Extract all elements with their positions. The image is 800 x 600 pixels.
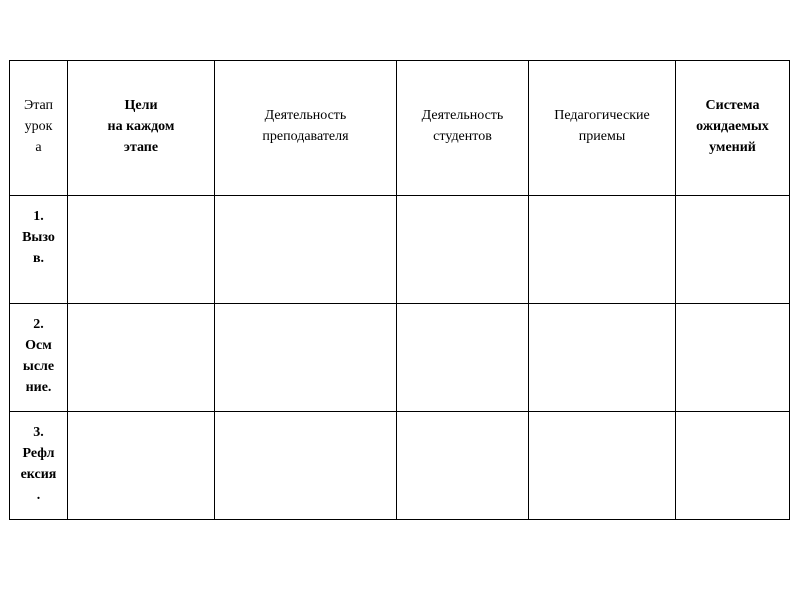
stage-cell: 3. Рефл ексия . <box>10 412 68 520</box>
table-row <box>10 196 790 304</box>
header-label-student-activity: Деятельность студентов <box>421 108 504 144</box>
stage-cell: 2. Осм ысле ние. <box>10 304 68 412</box>
header-cell-student-activity <box>397 61 529 196</box>
pedagogical-methods-cell <box>529 412 676 520</box>
header-cell-expected-skills <box>676 61 790 196</box>
header-cell-goals <box>68 61 215 196</box>
student-activity-cell <box>397 304 529 412</box>
table-row <box>10 304 790 412</box>
lesson-plan-table <box>9 60 790 520</box>
pedagogical-methods-cell <box>529 304 676 412</box>
header-label-expected-skills: Система ожидаемых умений <box>696 98 769 155</box>
teacher-activity-cell <box>215 412 397 520</box>
table-header-row <box>10 61 790 196</box>
goals-cell <box>68 304 215 412</box>
student-activity-cell <box>397 196 529 304</box>
header-label-pedagogical-methods: Педагогические приемы <box>554 108 650 144</box>
teacher-activity-cell <box>215 304 397 412</box>
teacher-activity-cell <box>215 196 397 304</box>
header-label-goals: Цели на каждом этапе <box>107 98 175 155</box>
stage-cell: 1. Вызо в. <box>10 196 68 304</box>
student-activity-cell <box>397 412 529 520</box>
header-label-teacher-activity: Деятельность преподавателя <box>262 108 349 144</box>
header-cell-teacher-activity <box>215 61 397 196</box>
header-cell-stage <box>10 61 68 196</box>
expected-skills-cell <box>676 196 790 304</box>
expected-skills-cell <box>676 412 790 520</box>
goals-cell <box>68 412 215 520</box>
header-label-stage: Этап урок а <box>23 98 54 155</box>
expected-skills-cell <box>676 304 790 412</box>
goals-cell <box>68 196 215 304</box>
pedagogical-methods-cell <box>529 196 676 304</box>
header-cell-pedagogical-methods <box>529 61 676 196</box>
table-row <box>10 412 790 520</box>
